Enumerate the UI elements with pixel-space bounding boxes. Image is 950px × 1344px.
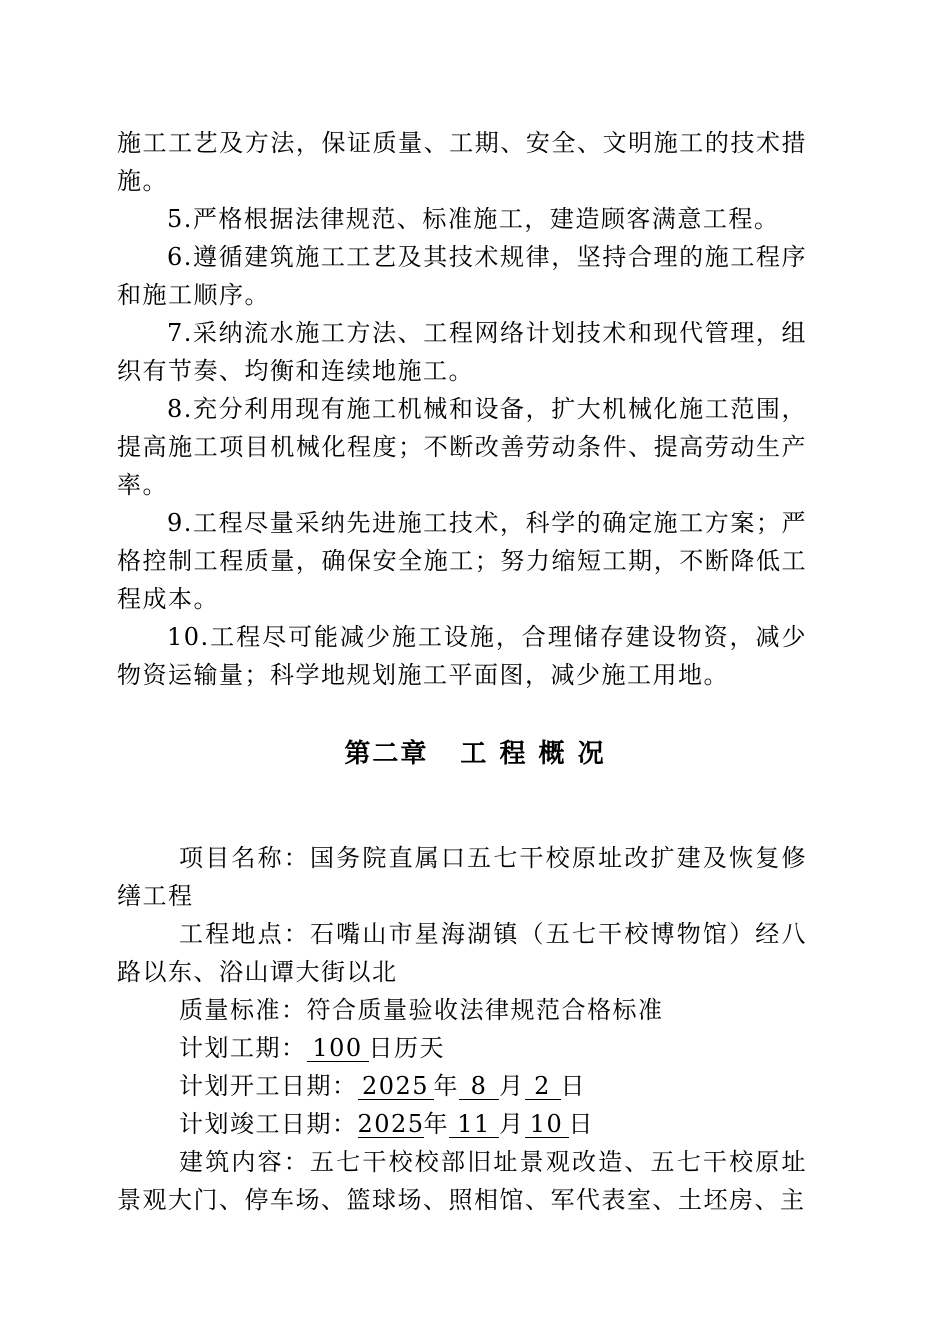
project-name-value: 国务院直属口五七干校原址改扩建及恢复修缮工程 bbox=[117, 844, 808, 910]
planned-duration-unit: 日历天 bbox=[368, 1034, 445, 1062]
quality-standard-label: 质量标准： bbox=[179, 996, 307, 1024]
start-day-char: 日 bbox=[560, 1072, 586, 1100]
principle-7: 7.采纳流水施工方法、工程网络计划技术和现代管理，组织有节奏、均衡和连续地施工。 bbox=[117, 319, 807, 385]
project-location bbox=[117, 915, 807, 991]
principle-9: 9.工程尽量采纳先进施工技术，科学的确定施工方案；严格控制工程质量，确保安全施工；努力缩短工期，不断降低工程成本。 bbox=[117, 509, 807, 613]
project-name bbox=[117, 839, 807, 915]
planned-start-date bbox=[117, 1067, 807, 1105]
planned-duration bbox=[117, 1029, 807, 1067]
principle-10: 10.工程尽可能减少施工设施，合理储存建设物资，减少物资运输量；科学地规划施工平面图，减少施工用地。 bbox=[117, 623, 807, 689]
planned-end-label: 计划竣工日期： bbox=[179, 1110, 358, 1138]
chapter-number: 第二章 bbox=[344, 739, 429, 769]
planned-duration-label: 计划工期： bbox=[179, 1034, 307, 1062]
end-day-char: 日 bbox=[568, 1110, 594, 1138]
chapter-heading bbox=[0, 733, 950, 770]
project-location-label: 工程地点： bbox=[179, 920, 310, 948]
planned-end-day: 10 bbox=[525, 1111, 569, 1138]
start-year-char: 年 bbox=[433, 1072, 459, 1100]
principle-6: 6.遵循建筑施工工艺及其技术规律，坚持合理的施工程序和施工顺序。 bbox=[117, 243, 807, 309]
principles-section bbox=[117, 124, 807, 694]
start-month-char: 月 bbox=[499, 1072, 525, 1100]
planned-end-month: 11 bbox=[449, 1111, 499, 1138]
principle-8: 8.充分利用现有施工机械和设备，扩大机械化施工范围，提高施工项目机械化程度；不断改善劳动条件、提高劳动生产率。 bbox=[117, 395, 807, 499]
planned-end-year: 2025 bbox=[357, 1110, 425, 1138]
project-location-value: 石嘴山市星海湖镇（五七干校博物馆）经八路以东、浴山谭大街以北 bbox=[117, 920, 808, 986]
principle-4-continued: 施工工艺及方法，保证质量、工期、安全、文明施工的技术措施。 bbox=[117, 129, 807, 195]
planned-end-date bbox=[117, 1105, 807, 1143]
building-content bbox=[117, 1143, 807, 1219]
building-content-value: 五七干校校部旧址景观改造、五七干校原址景观大门、停车场、篮球场、照相馆、军代表室、土坯房、主 bbox=[117, 1148, 808, 1214]
planned-start-label: 计划开工日期： bbox=[179, 1072, 358, 1100]
planned-start-day: 2 bbox=[525, 1073, 561, 1100]
planned-start-month: 8 bbox=[459, 1073, 499, 1100]
building-content-label: 建筑内容： bbox=[179, 1148, 310, 1176]
project-name-label: 项目名称： bbox=[179, 844, 310, 872]
quality-standard-value: 符合质量验收法律规范合格标准 bbox=[306, 996, 664, 1024]
project-overview bbox=[117, 839, 807, 1219]
quality-standard bbox=[117, 991, 807, 1029]
planned-duration-value: 100 bbox=[307, 1035, 369, 1062]
end-year-char: 年 bbox=[423, 1110, 449, 1138]
end-month-char: 月 bbox=[499, 1110, 525, 1138]
planned-start-year: 2025 bbox=[358, 1073, 434, 1100]
chapter-title: 工 程 概 况 bbox=[460, 739, 606, 769]
principle-5: 5.严格根据法律规范、标准施工，建造顾客满意工程。 bbox=[167, 205, 780, 233]
